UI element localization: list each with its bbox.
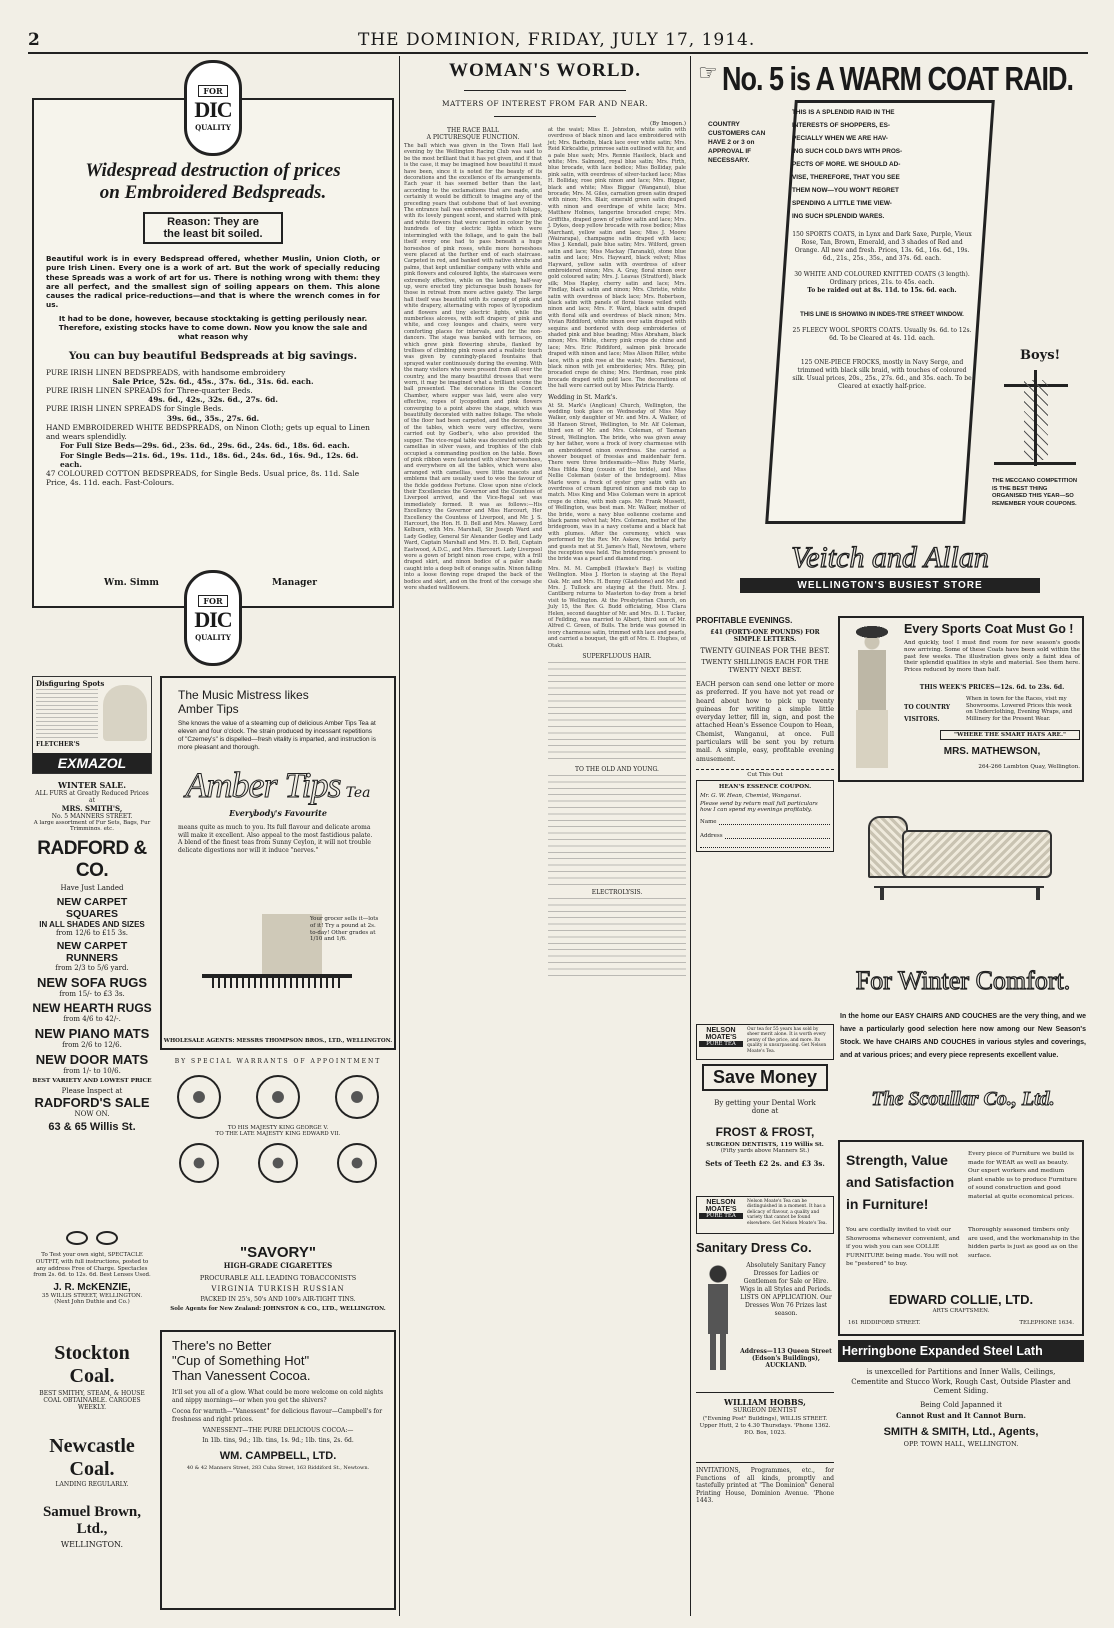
newcastle-title: Newcastle Coal. bbox=[49, 1435, 135, 1480]
raid-line: THEM NOW—YOU WON'T REGRET bbox=[792, 187, 899, 194]
amber-grocer-note: Your grocer sells it—lots of it! Try a pound at 2s. to-day! Other grades at 1/10 and 1/6. bbox=[310, 916, 379, 943]
sanitary-lines: Absolutely Sanitary Fancy Dresses for Ladies or Gentlemen for Sale or Hire. Wigs in all Styles and Periods. LISTS ON APPLICATION. Our Dresses Won 76 Prizes last season. bbox=[740, 1262, 832, 1317]
radford-item: from 15/- to £3 3s. bbox=[59, 990, 125, 998]
dic-logo-for: FOR bbox=[198, 595, 227, 607]
dic-bedspreads-ad bbox=[32, 98, 394, 608]
womans-world-subtitle: MATTERS OF INTEREST FROM FAR AND NEAR. bbox=[441, 99, 648, 108]
sports-body: And quickly, too! I must find room for new season's goods now arriving. Some of these Coats have been sold within the past few weeks. The illustration gives only a faint idea of their splendid qualities in style and material. See them here. Prices reduced by more than half. bbox=[904, 640, 1080, 674]
profitable-line: TWENTY SHILLINGS EACH FOR THE TWENTY NEXT BEST. bbox=[701, 658, 829, 674]
herringbone-note: Being Cold Japanned it bbox=[920, 1400, 1002, 1409]
sports-address: 264-266 Lambton Quay, Wellington. bbox=[978, 764, 1080, 770]
article-text: The ball which was given in the Town Hall last evening by the Wellington Racing Club was said to be the most brilliant that it has yet given, and if that is the case, it may be imagined how beautiful it must have been, since it is noted for the beauty of its decorations and the excellence of its arrangements. Each year it has seemed better than the last, according to the exclamations that are made, and certainly it would be difficult to imagine any of the preceding years that outshone that of last evening. The entrance hall was embowered with lush foliage, with its lovely pungent scent, and starred with pink and white flowers that were carried in colour by the hundreds of tiny electric lights which were intermingled with the foliage, and to gain the ball itself every one had to pass beneath a huge horseshoe of pink roses, while more horseshoes were placed at the further end of each staircase. Carpeted in red, and banked with native shrubs and palms, that kept unfamiliar company with white and pink flowers and coloured lights, the staircases were extremely effective, while on the landing, half-way up, were erected tiny picturesque bush houses for those in retreat from more active gaiety. The large hall itself was beautiful with its canopy of pink and white drapery, alternating with ropes of lycopodium and flowers and tiny electric lights, while the numberless alcoves, with soft drapery of pink and white, and cosy lounges and chairs, were very comforting places for intervals, and for the non-dancers. The stage was banked with terraces, on which grew pink flowering shrubs, flanked by trellises of climbing pink roses and a realistic touch was given by cunningly-placed fountains that sprayed water continuously during the evening. With the many visitors who were present from all over the country, and the many beautiful dresses that were worn, it may be imagined what a brilliant scene the ball presented. The decorations in the Concert Chamber, where supper was laid, were also very effective, ropes of lycopodium and pink flowers converging to a point above the stage, which was beautifully decorated with native foliage. The whole of the floor had been carpeted, and the decorations of the tables, which were very effective, were carried out by Godber's, who also provided the supper. The vice-regal table was decorated with pink camellias in silver vases, and trophies of the club occupied a commanding position on the table. Bows of pink ribbon were fastened with silver horseshoes, and everywhere on all the tables, which were also arranged with camellias, were little mascots and emblems that are usually used to woo the favour of the fickle goddess Fortune. Close upon nine o'clock their Excellencies the Governor and the Countess of Liverpool arrived, and the Vice-Regal set was immediately formed. It was as follows:—His Excellency the Governor and Miss Harcourt, Her Excellency the Countess of Liverpool, and Mr. J. S. Harcourt, the Hon. H. D. Bell and Mrs. Massey, Lord Kelburn, with Mrs. Marshall, Sir Joseph Ward and Lady Godley, General Sir Alexander Godley and Lady Ward, Captain Marshall and Mrs. H. D. Bell, Captain Eastwood, A.D.C., and Mrs. Harcourt. Lady Liverpool wore a gown of bright ninon rose crepe, with a frill draped skirt, and ninon bodice of a paler shade caught into a deep belt of orange satin. Ninon falling into a loose flowing rope draped the back of the bodice and skirt, and on the front of the corsage she wore shaded wallflowers. bbox=[404, 143, 542, 592]
masthead-title: THE DOMINION, FRIDAY, JULY 17, 1914. bbox=[358, 30, 756, 50]
raid-line: INTERESTS OF SHOPPERS, ES- bbox=[792, 122, 891, 129]
exmazol-heading: Disfiguring Spots bbox=[36, 679, 105, 688]
comfort-title: For Winter Comfort. bbox=[855, 966, 1071, 995]
profitable-body: EACH person can send one letter or more as preferred. If you have not yet read or heard about how to pick up twenty guineas for writing a simple little everyday letter, fill in, sign, and post the attached Hean's Essence Coupon to Hean, Chemist, Wanganui, at once. Full particulars will be sent you by return mail. A simple, easy, profitable evening amusement. bbox=[696, 680, 834, 763]
article-text: Mrs. M. M. Campbell (Hawke's Bay) is visiting Wellington. Miss J. Horton is staying at the Royal Oak. Mr. and Mrs. H. Bunny (Gladstone) and Mr. and Mrs. J. Tullock are staying at the Hutt. Mrs. J. Cantlberg returns to Masterton to-day from a brief visit to Wellington. At the Presbyterian Church, on July 15, the Rev. G. Budd officiating, Miss Clara Helen, second daughter of Mr. and Mrs. D. I. Tucker, of Feilding, was married to Albert, third son of Mr. Alfred C. Green, of Bulls. The bride was gowned in ivory charmeuse satin, trimmed with lace and pearls, and carried a bouquet, the gift of Mrs. E. Hughes, of Otaki. bbox=[548, 565, 686, 649]
radford-item: NEW SOFA RUGS bbox=[36, 975, 148, 990]
savory-brand: "SAVORY" bbox=[240, 1244, 316, 1261]
frost-name: FROST & FROST, bbox=[715, 1125, 815, 1139]
veitch-allan-logo bbox=[740, 538, 1040, 604]
sports-country-text: When in town for the Races, visit my Showrooms. Lowered Prices this week on Underclothing, Evening Wraps, and Millinery for the Present Wear. bbox=[966, 696, 1073, 722]
invitations-ad bbox=[696, 1462, 834, 1512]
price-line: PURE IRISH LINEN SPREADS for Single Beds. bbox=[46, 404, 224, 414]
amber-brand-logo bbox=[162, 764, 394, 806]
sanitary-title: Sanitary Dress Co. bbox=[696, 1240, 812, 1255]
royal-line: TO THE LATE MAJESTY KING EDWARD VII. bbox=[215, 1131, 341, 1137]
herringbone-address: OPP. TOWN HALL, WELLINGTON. bbox=[903, 1439, 1019, 1448]
royal-line: TO HIS MAJESTY KING GEORGE V. bbox=[227, 1125, 329, 1131]
raid-side-note: COUNTRY CUSTOMERS CAN HAVE 2 or 3 on APPROVAL IF NECESSARY. bbox=[708, 121, 766, 164]
savory-line: PACKED IN 25's, 50's AND 100's AIR-TIGHT TINS. bbox=[200, 1296, 356, 1303]
coupon-name-field[interactable] bbox=[700, 819, 830, 825]
stockton-title: Stockton Coal. bbox=[54, 1342, 130, 1387]
womans-world-column bbox=[404, 58, 686, 1618]
profitable-line: TWENTY GUINEAS FOR THE BEST. bbox=[700, 647, 830, 655]
royal-crest-icon bbox=[177, 1075, 221, 1119]
radford-sale: RADFORD'S SALE bbox=[34, 1095, 150, 1110]
coupon-address-field[interactable] bbox=[700, 833, 830, 839]
cocoa-address: 40 & 42 Manners Street, 283 Cuba Street, 163 Riddiford St., Newtown. bbox=[186, 1465, 370, 1471]
coupon-title: HEAN'S ESSENCE COUPON. bbox=[718, 783, 812, 790]
nelson-brand: PURE TEA bbox=[699, 1213, 743, 1219]
radford-item: NEW HEARTH RUGS bbox=[32, 1001, 152, 1015]
hobbs-text: ("Evening Post" Buildings), WILLIS STREET. Upper Hutt, 2 to 4.30 Thursdays. 'Phone 1362. P.O. Box, 1023. bbox=[699, 1416, 831, 1436]
profitable-evenings-ad bbox=[696, 616, 834, 1026]
section-subheading: A PICTURESQUE FUNCTION. bbox=[426, 134, 520, 141]
stockton-text: BEST SMITHY, STEAM, & HOUSE COAL OBTAINABLE. CARGOES WEEKLY. bbox=[39, 1390, 145, 1411]
herringbone-agents: SMITH & SMITH, Ltd., Agents, bbox=[883, 1425, 1039, 1438]
sports-country: TO COUNTRY VISITORS. bbox=[904, 704, 951, 723]
amber-brand-suffix: Tea bbox=[345, 785, 371, 801]
price-line: For Single Beds—21s. 6d., 19s. 11d., 18s. 6d., 24s. 6d., 16s. 9d., 12s. 6d. each. bbox=[60, 450, 359, 469]
tagline: You can buy beautiful Bedspreads at big savings. bbox=[68, 349, 358, 362]
address-label: Address bbox=[700, 832, 723, 839]
save-money-text: By getting your Dental Work done at bbox=[714, 1099, 816, 1115]
couch-illustration-image bbox=[868, 806, 1058, 906]
womans-world-title: WOMAN'S WORLD. bbox=[448, 60, 642, 81]
winter-sale-line: A large assortment of Fur Sets, Bags, Fur Trimmings, etc. bbox=[33, 820, 151, 830]
cocoa-prices: In 1lb. tins, 9d.; 1lb. tins, 1s. 9d.; 1lb. tins, 2s. 6d. bbox=[202, 1437, 354, 1444]
raid-item: THIS LINE IS SHOWING IN INDES-TRE STREET WINDOW. bbox=[800, 312, 964, 318]
mckenzie-name: J. R. McKENZIE, bbox=[53, 1282, 131, 1294]
article-filler bbox=[548, 662, 686, 762]
radford-item: NEW DOOR MATS bbox=[35, 1052, 149, 1067]
woman-portrait-image bbox=[103, 685, 147, 741]
royal-crest-icon bbox=[335, 1075, 379, 1119]
winter-sale-title: WINTER SALE. bbox=[57, 780, 126, 790]
article-text: at the waist; Miss E. Johnston, white satin with overdress of black ninon and lace embroidered with jet; Mrs. Barbolin, black lace over white satin; Mrs. Reid Kirkcaldie, primrose satin outlined with fur, and a pale blue sash; Mrs. Rennie Hasileck, black and white; Mrs. Salmond, royal blue satin; Mrs. Firth, blue brocade, with lace bodice; Miss Bolliday, pale pink satin, with overdress of silver-tucked lace; Miss H. Bolliday, rose pink ninon and lace; Mrs. Biggar, black and white; Miss Biggar (Wanganui), blue brocade; Mrs. M. Giles, carnation green satin draped with ninon; Mrs. Blair, emerald green satin draped with ninon and overdrape of white lace; Mrs. Matthew Holmes, tangerine brocaded crepe; Mrs. Griffiths, draped gown of yellow satin and lace; Mrs. J. Dykes, deep yellow brocade with rose bodice; Miss Marchant, yellow satin and lace; Miss J. Moore (Wairarapa), champagne satin draped with lace; Miss J. Kendall, pale blue satin; Mrs. Wilford, green satin and lace; Miss Mackay (Taranaki), stone blue satin and lace; Mrs. Hayward, black velvet; Miss Hayward, yellow satin with overdress of silver embroidered ninon; Mrs. A. Gray, floral ninon over gold coloured satin; Mrs. J. Leavas (Stratford), black silk; Miss Hapley, cherry satin and lace; Mrs. Findlay, black satin and ninon; Mrs. Christie, white satin with overdress of black lace; Mrs. Robertson, black satin with panels of floral tissue veiled with ninon and lace; Mrs. F. Ward, black satin draped with floral silk and overdress of black ninon; Mrs. Vivian Riddiford, white ninon over satin draped with sequins and bordered with deep embroideries of shaded pink and blue beading; Miss Abraham, black ninon; Mrs. White, cherry pink crepe de chine and lace; Mrs. Eric Riddiford, salmon pink brocade draped with ninon and lace; Miss Alison Riller, white lace, with a pink rose at the waist; Mrs. Barnicoat, black ninon with jet embroideries; Mrs. Riley, pin brocaded crepe de chine; Mrs. Herdman, rose pink brocade draped with gold lace. The decorations of the hall were carried out by Miss Patricia Hardy. bbox=[548, 127, 686, 390]
radford-address: 63 & 65 Willis St. bbox=[48, 1121, 136, 1133]
amber-body: means quite as much to you. Its full flavour and delicate aroma will make it excellent. Also appeal to the most fastidious palate. A blend of the finest teas from Sunny Ceylon, it will not trouble delicate digestions nor will it induce "nerves." bbox=[178, 824, 373, 854]
radford-item: from 12/6 to £15 3s. bbox=[55, 929, 129, 937]
radford-name: RADFORD & CO. bbox=[37, 838, 147, 881]
hobbs-dentist-ad bbox=[696, 1392, 834, 1458]
warm-coat-raid-ad bbox=[694, 58, 1084, 538]
price-line: PURE IRISH LINEN SPREADS for Three-quarter Beds. bbox=[46, 386, 253, 396]
cut-line: Cut This Out bbox=[696, 769, 834, 778]
mckenzie-note: (Next John Duthie and Co.) bbox=[54, 1299, 130, 1306]
raid-item: To be raided out at 8s. 11d. to 15s. 6d. each. bbox=[807, 287, 957, 294]
signature-left: Wm. Simm bbox=[104, 578, 159, 588]
raid-headline: No. 5 is A WARM COAT RAID. bbox=[722, 60, 1073, 98]
radford-item: IN ALL SHADES AND SIZES bbox=[39, 920, 145, 929]
hobbs-name: WILLIAM HOBBS, bbox=[724, 1397, 806, 1407]
raid-item: 30 WHITE AND COLOURED KNITTED COATS (3 length). Ordinary prices, 21s. to 45s. each. bbox=[794, 271, 970, 286]
dic-logo-quality: QUALITY bbox=[195, 632, 231, 642]
coal-ad bbox=[32, 1342, 152, 1618]
cocoa-line: Than Vanessent Cocoa. bbox=[172, 1368, 311, 1383]
body-text: It had to be done, however, because stocktaking is getting perilously near. Therefore, existing stocks have to come down. Now you know the sale and what reason why bbox=[58, 313, 368, 342]
nelson-brand: MOATE'S bbox=[705, 1206, 737, 1213]
savory-ad bbox=[160, 1058, 396, 1240]
herringbone-text: is unexcelled for Partitions and Inner Walls, Ceilings, Cementite and Stucco Work, Rough Cast, Outside Plaster and Cement Siding. bbox=[851, 1368, 1071, 1395]
herringbone-note: Cannot Rust and It Cannot Burn. bbox=[896, 1410, 1026, 1420]
nelson-moates-tea-ad bbox=[696, 1196, 834, 1234]
raid-line: VISE, THEREFORE, THAT YOU SEE bbox=[792, 174, 900, 181]
radford-inspect: Please Inspect at bbox=[61, 1087, 123, 1095]
crest-row bbox=[160, 1075, 396, 1119]
nelson-logo bbox=[699, 1199, 743, 1219]
sports-tag: "WHERE THE SMART HATS ARE." bbox=[940, 730, 1080, 740]
section-heading: Wedding in St. Mark's. bbox=[548, 393, 618, 401]
costume-figure-image bbox=[700, 1262, 736, 1374]
exmazol-ad bbox=[32, 676, 152, 774]
radford-item: NEW CARPET RUNNERS bbox=[56, 940, 128, 964]
price-line: 49s. 6d., 42s., 32s. 6d., 27s. 6d. bbox=[148, 395, 278, 405]
exmazol-text bbox=[36, 689, 98, 739]
section-heading: ELECTROLYSIS. bbox=[591, 889, 643, 897]
radford-tag: BEST VARIETY AND LOWEST PRICE bbox=[32, 1078, 152, 1084]
profitable-prize: £41 (FORTY-ONE POUNDS) FOR SIMPLE LETTERS. bbox=[710, 629, 820, 643]
cocoa-company: WM. CAMPBELL, LTD. bbox=[219, 1450, 337, 1462]
winter-sale-ad bbox=[32, 780, 152, 830]
frost-dentists-ad bbox=[696, 1064, 834, 1190]
collie-furniture-ad bbox=[838, 1140, 1084, 1336]
masthead-rule bbox=[28, 52, 1088, 54]
raid-line: ING SUCH SPLENDID WARES. bbox=[792, 213, 885, 220]
column-rule bbox=[690, 56, 691, 1616]
price-line: For Full Size Beds—29s. 6d., 23s. 6d., 29s. 6d., 24s. 6d., 18s. 6d. each. bbox=[60, 441, 350, 451]
savory-agents: Sole Agents for New Zealand: JOHNSTON & CO., LTD., WELLINGTON. bbox=[170, 1306, 386, 1312]
dic-logo-quality: QUALITY bbox=[195, 122, 231, 132]
nelson-brand: MOATE'S bbox=[705, 1034, 737, 1041]
spectacles-image bbox=[62, 1228, 122, 1248]
radford-item: NEW CARPET SQUARES bbox=[56, 896, 128, 920]
royal-crest-icon bbox=[179, 1143, 219, 1183]
invitations-text: INVITATIONS, Programmes, etc., for Functions of all kinds, promptly and tastefully printed at "The Dominion" General Printing House, Dominion Avenue. 'Phone 1443. bbox=[696, 1467, 834, 1505]
raid-item: 25 FLEECY WOOL SPORTS COATS. Usually 9s. 6d. to 12s. 6d. To be Cleared at 4s. 11d. each. bbox=[792, 327, 972, 342]
nelson-brand: NELSON bbox=[706, 1199, 736, 1206]
nelson-text: Nelson Moate's Tea can be distinguished in a moment. It has a delicacy of flavour, a quality and variety that cannot be found elsewhere. Get Nelson Moate's Tea. bbox=[747, 1199, 827, 1226]
headline-line: Widespread destruction of prices bbox=[85, 160, 341, 181]
raid-line: SPENDING A LITTLE TIME VIEW- bbox=[792, 200, 892, 207]
article-text: At St. Mark's (Anglican) Church, Wellington, the wedding took place on Wednesday of Miss May Walker, only daughter of Mr. and Mrs. A. Walker, of 38 Hanson Street, Wellington, to Mr. Alf Coleman, third son of Mr. and Mrs. Coleman, of Tasman Street, Wellington. The bride, who was given away by her father, wore a frock of ivory charmeuse with an embroidered ninon overdress. She carried a shower bouquet of freesias and maidenhair fern. There were three bridesmaids—Miss Ruby Marle, Miss Hilda King (cousin of the bride), and Miss Nellie Coleman (sister of the bridegroom). Miss Marle wore a frock of oyster grey satin with an overdress of cream figured ninon and mob cap to match. Miss King and Miss Coleman were in apricot crepe de chine, with mob caps. Mr. Frank Mussett, of Wellington, was best man. Mr. Walker, mother of the bride, wore a navy blue eolienne costume and black panne velvet hat; Mrs. Coleman, mother of the bridegroom, was in a navy costume and a black hat with plumes. After the ceremony, which was performed by the Rev. Mr. Askew, the bridal party and guests met at St. James's Hall, Newtown, where the reception was held. The bridegroom's present to the bride was a pearl and diamond ring. bbox=[548, 402, 686, 563]
cocoa-body: It'll set you all of a glow. What could be more welcome on cold nights and nippy mornings—or when you get the shivers? bbox=[172, 1389, 384, 1404]
nelson-logo bbox=[699, 1027, 743, 1047]
crest-row bbox=[160, 1143, 396, 1183]
frost-sets: Sets of Teeth £2 2s. and £3 3s. bbox=[705, 1159, 825, 1168]
coupon-to: Mr. G. W. Hean, Chemist, Wanganui. bbox=[700, 792, 802, 799]
price-list bbox=[46, 368, 380, 488]
hobbs-sub: SURGEON DENTIST bbox=[733, 1407, 797, 1414]
mckenzie-text: To Test your own sight, SPECTACLE OUTFIT, with full instructions, posted to any address Free of Charge. Spectacles from 2s. 6d. to 12s. 6d. Best Lenses Used. bbox=[33, 1252, 151, 1279]
section-heading: TO THE OLD AND YOUNG. bbox=[575, 766, 659, 774]
scoullar-winter-comfort-ad bbox=[840, 786, 1086, 1138]
column-rule bbox=[399, 56, 400, 1616]
sports-title: Every Sports Coat Must Go ! bbox=[904, 622, 1074, 636]
boys-heading: Boys! bbox=[1020, 348, 1061, 363]
exmazol-brand: EXMAZOL bbox=[33, 753, 151, 773]
hand-pointer-icon: ☞ bbox=[698, 61, 718, 86]
savory-line: VIRGINIA TURKISH RUSSIAN bbox=[211, 1285, 345, 1293]
boys-text: THE MECCANO COMPETITION IS THE BEST THING ORGANISED THIS YEAR—SO REMEMBER YOUR COUPONS. bbox=[992, 478, 1078, 507]
masthead bbox=[28, 28, 1088, 52]
amber-intro: She knows the value of a steaming cup of delicious Amber Tips Tea at eleven and four o'clock. The strain produced by incessant repetitions of "Czerney's" is dispelled—fresh vitality is imparted, and instruction is more pleasant and thorough. bbox=[178, 720, 376, 751]
dic-logo-mark: DIC bbox=[194, 96, 232, 122]
raid-line: PECIALLY WHEN WE ARE HAV- bbox=[792, 135, 888, 142]
amber-heading: The Music Mistress likes bbox=[178, 688, 309, 702]
byline: (By Imogen.) bbox=[650, 121, 686, 127]
veitch-banner: WELLINGTON'S BUSIEST STORE bbox=[740, 578, 1040, 593]
mckenzie-ad bbox=[32, 1228, 152, 1338]
sanitary-address: Address—113 Queen Street (Edson's Buildings), AUCKLAND. bbox=[740, 1348, 832, 1369]
savory-subtitle: HIGH-GRADE CIGARETTES bbox=[223, 1261, 333, 1270]
savory-line: PROCURABLE ALL LEADING TOBACCONISTS bbox=[199, 1274, 357, 1282]
collie-line: Strength, Value bbox=[846, 1152, 948, 1168]
profitable-title: PROFITABLE EVENINGS. bbox=[696, 616, 793, 625]
frost-sub: SURGEON DENTISTS, 119 Willis St. bbox=[706, 1142, 824, 1148]
price-line: PURE IRISH LINEN BEDSPREADS, with handsome embroidery bbox=[46, 367, 286, 377]
amber-heading: Amber Tips bbox=[178, 702, 239, 716]
veitch-name: Veitch and Allan bbox=[791, 541, 989, 574]
amber-slogan: Everybody's Favourite bbox=[229, 808, 327, 818]
section-heading: SUPERFLUOUS HAIR. bbox=[582, 653, 652, 661]
cocoa-line: VANESSENT—THE PURE DELICIOUS COCOA:— bbox=[202, 1427, 354, 1434]
radford-ad bbox=[32, 838, 152, 1223]
herringbone-title: Herringbone Expanded Steel Lath bbox=[838, 1340, 1084, 1362]
reason-line: the least bit soiled. bbox=[163, 228, 263, 240]
royal-crest-icon bbox=[337, 1143, 377, 1183]
nelson-brand: PURE TEA bbox=[699, 1041, 743, 1047]
raid-line: ING SUCH COLD DAYS WITH PROS- bbox=[792, 148, 903, 155]
amber-agents: WHOLESALE AGENTS: MESSRS THOMPSON BROS., LTD., WELLINGTON. bbox=[163, 1038, 393, 1044]
collie-address: 161 RIDDIFORD STREET. bbox=[848, 1320, 921, 1326]
radford-item: from 4/6 to 42/-. bbox=[63, 1015, 121, 1023]
radford-item: from 1/- to 10/6. bbox=[63, 1067, 121, 1075]
amber-tips-ad bbox=[160, 676, 396, 1050]
page-number: 2 bbox=[28, 30, 40, 50]
brown-name: Samuel Brown, Ltd., bbox=[42, 1504, 142, 1537]
mathewson-sports-coat-ad bbox=[838, 616, 1084, 782]
article-column-left bbox=[404, 121, 542, 978]
name-label: Name bbox=[700, 818, 717, 825]
royal-crest-icon bbox=[256, 1075, 300, 1119]
body-text: Beautiful work is in every Bedspread offered, whether Muslin, Union Cloth, or pure Irish Linen. Every one is a work of art. But the work of specially reducing these Spreads was a work of art for us. There is nothing wrong with them: they are all perfect, and the smallest sign of soiling appears on them. This alone causes the radical price-reductions—and that is where the wrench comes in for us. bbox=[46, 254, 380, 310]
hean-coupon bbox=[696, 780, 834, 852]
vanessent-cocoa-ad bbox=[160, 1330, 396, 1610]
price-line: Sale Price, 52s. 6d., 45s., 37s. 6d., 31s. 6d. each. bbox=[112, 376, 314, 386]
exmazol-maker: FLETCHER'S bbox=[36, 741, 80, 748]
dic-logo bbox=[184, 570, 242, 666]
cocoa-line: Cocoa for warmth—"Vanessent" for delicious flavour—Campbell's for freshness and right prices. bbox=[172, 1408, 383, 1423]
collie-line: and Satisfaction bbox=[846, 1174, 955, 1190]
sanitary-dress-ad bbox=[696, 1240, 834, 1390]
woman-figure-image bbox=[846, 622, 898, 772]
section-heading: THE RACE BALL bbox=[447, 127, 499, 134]
savory-text bbox=[160, 1244, 396, 1320]
article-column-right bbox=[548, 121, 686, 978]
article-columns bbox=[404, 121, 686, 978]
mckenzie-address: 35 WILLIS STREET, WELLINGTON. bbox=[41, 1293, 143, 1300]
raid-content bbox=[792, 106, 972, 391]
collie-text: You are cordially invited to visit our Showrooms whenever convenient, and if you wish you can see COLLIE FURNITURE being made. You will not be "pestered" to buy. bbox=[846, 1227, 960, 1267]
royal-warrant: BY SPECIAL WARRANTS OF APPOINTMENT bbox=[174, 1058, 382, 1065]
frost-note: (Fifty yards above Manners St.) bbox=[720, 1148, 810, 1154]
raid-line: THIS IS A SPLENDID RAID IN THE bbox=[792, 109, 895, 116]
newcastle-text: LANDING REGULARLY. bbox=[55, 1481, 129, 1488]
article-filler bbox=[548, 898, 686, 978]
collie-text: Thoroughly seasoned timbers only are used, and the workmanship in the hidden parts is just as good as on the surface. bbox=[968, 1227, 1080, 1259]
price-line: 47 COLOURED COTTON BEDSPREADS, for Single Beds. Usual price, 8s. 11d. Sale Price, 4s. 11d. each. Fast-Colours. bbox=[46, 468, 360, 488]
radford-item: NEW PIANO MATS bbox=[34, 1026, 150, 1041]
nelson-moates-tea-ad bbox=[696, 1024, 834, 1060]
collie-text: Every piece of Furniture we build is made for WEAR as well as beauty. Our expert workers and medium plant enable us to produce Furniture of sound construction and good material at quite economical prices. bbox=[968, 1151, 1077, 1200]
raid-item: 125 ONE-PIECE FROCKS, mostly in Navy Serge, and trimmed with black silk braid, with touches of coloured silk. Usual prices, 20s., 25s., 27s. 6d., and 35s. each. To be Cleared at exactly half-price. bbox=[792, 359, 972, 390]
cocoa-line: There's no Better bbox=[172, 1338, 272, 1353]
headline bbox=[34, 160, 392, 204]
dic-logo-mark: DIC bbox=[194, 606, 232, 632]
nelson-brand: NELSON bbox=[706, 1027, 736, 1034]
winter-sale-line: ALL FURS at Greatly Reduced Prices at bbox=[35, 790, 149, 804]
save-money-title: Save Money bbox=[702, 1064, 828, 1091]
collie-phone: TELEPHONE 1634. bbox=[1019, 1320, 1074, 1326]
amber-brand: Amber Tips bbox=[185, 765, 341, 805]
collie-line: in Furniture! bbox=[846, 1196, 929, 1212]
winter-sale-address: No. 5 MANNERS STREET. bbox=[51, 813, 133, 820]
radford-item: from 2/6 to 12/6. bbox=[62, 1041, 122, 1049]
coupon-text: Please send by return mail full particulars how I can spend my evenings profitably. bbox=[700, 800, 818, 813]
sports-name: MRS. MATHEWSON, bbox=[943, 746, 1041, 757]
winter-sale-shop: MRS. SMITH'S, bbox=[61, 804, 123, 813]
reason-line: Reason: They are bbox=[167, 216, 259, 228]
signature-right: Manager bbox=[272, 578, 317, 588]
price-line: 39s. 6d., 35s., 27s. 6d. bbox=[166, 413, 260, 423]
headline-line: on Embroidered Bedspreads. bbox=[99, 182, 327, 203]
royal-crest-icon bbox=[258, 1143, 298, 1183]
raid-line: PECTS OF MORE. WE SHOULD AD- bbox=[792, 161, 901, 168]
radford-sub: Have Just Landed bbox=[60, 884, 124, 892]
reason-box bbox=[143, 212, 283, 244]
comfort-company: The Scoullar Co., Ltd. bbox=[871, 1088, 1055, 1110]
price-line: HAND EMBROIDERED WHITE BEDSPREADS, on Ninon Cloth; gets up equal to Linen and wears splendidly. bbox=[46, 422, 370, 442]
collie-name: EDWARD COLLIE, LTD. bbox=[888, 1292, 1034, 1307]
meccano-crane-image bbox=[994, 370, 1076, 466]
collie-sub: ARTS CRAFTSMEN. bbox=[932, 1308, 990, 1314]
sports-prices: THIS WEEK'S PRICES—12s. 6d. to 23s. 6d. bbox=[919, 684, 1065, 691]
nelson-text: Our tea for 55 years has sold by sheer merit alone. It is worth every penny of the price, and more. Its quality is unsurpassing. Get Nelson Moate's Tea. bbox=[747, 1027, 827, 1054]
raid-item: 150 SPORTS COATS, in Lynx and Dark Saxe, Purple, Vieux Rose, Tan, Brown, Emerald, and 3 shades of Red and Orange. All new and fresh. Prices, 13s. 6d., 16s. 6d., 19s. 6d., 21s., 25s., 35s., and 37s. 6d. each. bbox=[792, 231, 972, 262]
article-filler bbox=[548, 775, 686, 885]
radford-item: from 2/3 to 5/6 yard. bbox=[55, 964, 129, 972]
comfort-body: In the home our EASY CHAIRS AND COUCHES are the very thing, and we have a particularly good selection here now among our New Season's Stock. We have CHAIRS AND COUCHES in various styles and coverings, and at various prices; and every piece represents excellent value. bbox=[840, 1013, 1086, 1059]
cocoa-line: "Cup of Something Hot" bbox=[172, 1353, 310, 1368]
dic-logo-for: FOR bbox=[198, 85, 227, 97]
radford-now: NOW ON. bbox=[74, 1110, 110, 1118]
brown-city: WELLINGTON. bbox=[60, 1540, 124, 1549]
herringbone-lath-ad bbox=[838, 1340, 1084, 1610]
dic-logo bbox=[184, 60, 242, 156]
